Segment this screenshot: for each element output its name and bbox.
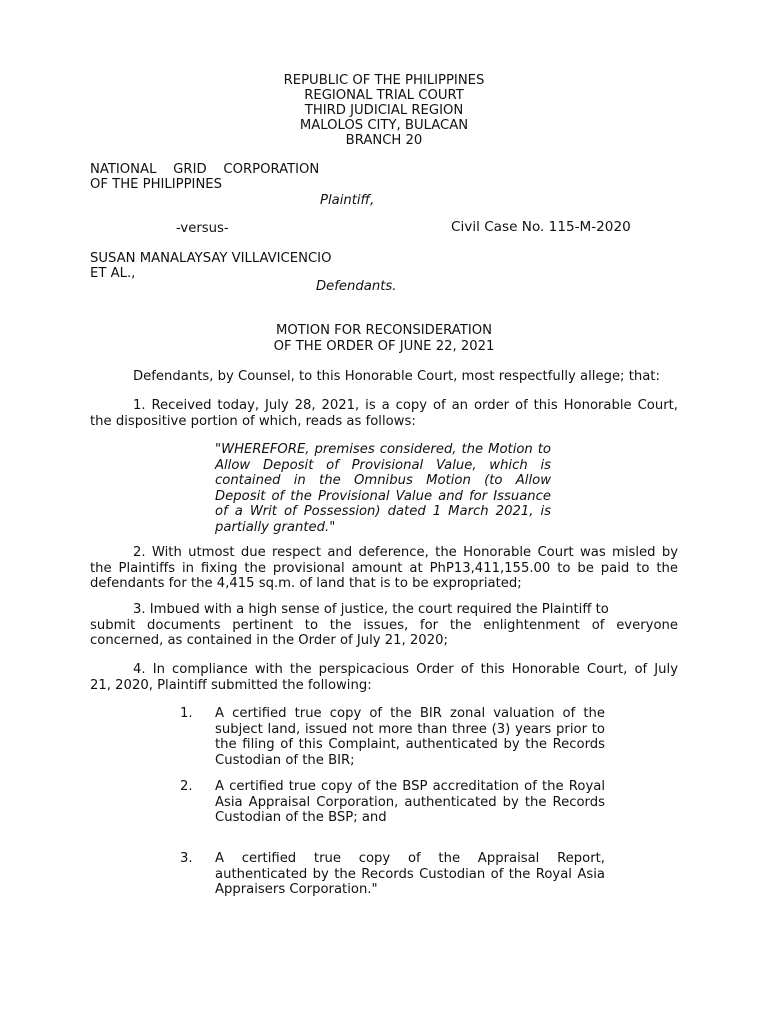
list-item-line: A certified true copy of the BSP accreditation of the Royal: [215, 779, 605, 794]
paragraph-4: [90, 662, 678, 693]
paragraph-3-line: submit documents pertinent to the issues, for the enlightenment of everyone: [90, 617, 678, 633]
defendant-name-line1: SUSAN MANALAYSAY VILLAVICENCIO: [90, 251, 332, 266]
defendant-name-line2: ET AL.,: [90, 266, 136, 281]
quote-line: partially granted.": [215, 519, 336, 535]
list-item-number: 2.: [180, 779, 193, 794]
list-item-line: Asia Appraisal Corporation, authenticated by the Records: [215, 794, 605, 810]
paragraph-4-line: 4. In compliance with the perspicacious Order of this Honorable Court, of July: [133, 662, 678, 677]
quote-line: Allow Deposit of Provisional Value, which is: [215, 457, 551, 473]
paragraph-3-line: concerned, as contained in the Order of July 21, 2020;: [90, 633, 448, 648]
court-header-rtc: REGIONAL TRIAL COURT: [304, 88, 464, 103]
case-number: Civil Case No. 115-M-2020: [451, 219, 631, 235]
list-item-line: the filing of this Complaint, authenticated by the Records: [215, 737, 605, 752]
quote-line: "WHEREFORE, premises considered, the Motion to: [215, 442, 551, 457]
list-item-line: subject land, issued not more than three (3) years prior to: [215, 721, 605, 737]
list-item-line: Custodian of the BIR;: [215, 752, 355, 768]
paragraph-2-line: defendants for the 4,415 sq.m. of land that is to be expropriated;: [90, 576, 522, 591]
list-item-number: 3.: [180, 851, 193, 866]
quote-line: of a Writ of Possession) dated 1 March 2021, is: [215, 504, 551, 519]
court-header-republic: REPUBLIC OF THE PHILIPPINES: [283, 73, 485, 88]
paragraph-1: [90, 398, 678, 429]
paragraph-4-line: 21, 2020, Plaintiff submitted the following:: [90, 677, 372, 693]
paragraph-2-line: 2. With utmost due respect and deference, the Honorable Court was misled by: [133, 545, 678, 560]
list-item-line: Custodian of the BSP; and: [215, 810, 387, 825]
paragraph-1-line: 1. Received today, July 28, 2021, is a copy of an order of this Honorable Court,: [133, 398, 678, 413]
paragraph-3-line: 3. Imbued with a high sense of justice, the court required the Plaintiff to: [133, 602, 609, 617]
paragraph-2-line: the Plaintiffs in fixing the provisional amount at PhP13,411,155.00 to be paid to the: [90, 560, 678, 576]
plaintiff-name-line2: OF THE PHILIPPINES: [90, 177, 223, 192]
list-item-line: A certified true copy of the BIR zonal valuation of the: [215, 706, 605, 721]
quote-line: contained in the Omnibus Motion (to Allow: [215, 473, 551, 488]
court-header-branch: BRANCH 20: [345, 133, 423, 148]
court-header-city: MALOLOS CITY, BULACAN: [299, 118, 469, 133]
paragraph-2: [90, 545, 678, 592]
list-item-number: 1.: [180, 706, 193, 721]
plaintiff-name-line1: NATIONAL GRID CORPORATION: [90, 162, 320, 177]
plaintiff-label: Plaintiff,: [320, 193, 375, 208]
motion-title-line2: OF THE ORDER OF JUNE 22, 2021: [273, 339, 495, 354]
versus-label: -versus-: [176, 221, 229, 236]
paragraph-1-line: the dispositive portion of which, reads as follows:: [90, 413, 416, 429]
list-item: [215, 851, 605, 898]
quoted-order: [215, 442, 551, 535]
list-item-line: A certified true copy of the Appraisal Report,: [215, 851, 605, 866]
motion-title-line1: MOTION FOR RECONSIDERATION: [276, 323, 492, 338]
defendant-label: Defendants.: [316, 279, 397, 294]
list-item-line: authenticated by the Records Custodian of the Royal Asia: [215, 866, 605, 882]
quote-line: Deposit of the Provisional Value and for Issuance: [215, 488, 551, 504]
list-item: [215, 706, 605, 768]
court-header-region: THIRD JUDICIAL REGION: [304, 103, 464, 118]
list-item-line: Appraisers Corporation.": [215, 882, 378, 897]
list-item: [215, 779, 605, 826]
intro-paragraph: Defendants, by Counsel, to this Honorable Court, most respectfully allege; that:: [133, 369, 660, 384]
paragraph-3: [90, 602, 678, 649]
